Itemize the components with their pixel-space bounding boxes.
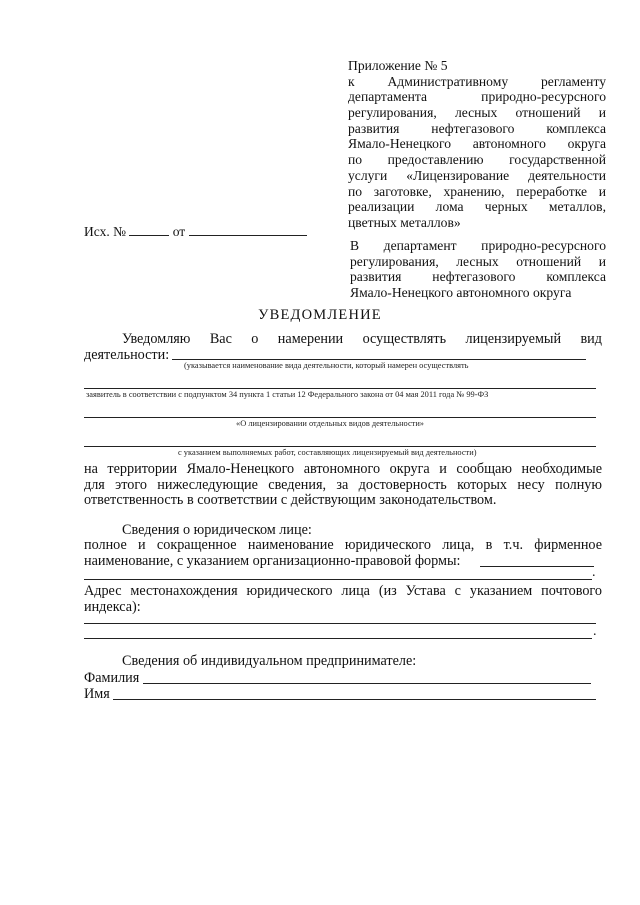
period: . — [593, 624, 597, 639]
surname-label: Фамилия — [84, 670, 140, 686]
header-line: реализации лома черных металлов, — [348, 199, 606, 215]
hint-text: заявитель в соответствии с подпунктом 34 пункта 1 статьи 12 Федерального закона от 04 мая 2011 года № 99-ФЗ — [86, 390, 489, 399]
legal-address-field-1[interactable] — [84, 623, 596, 624]
outgoing-number-field[interactable] — [129, 223, 169, 236]
legal-entity-line: наименование, с указанием организационно-правовой формы: — [84, 553, 461, 569]
intro-activity-label: деятельности: — [84, 347, 170, 363]
legal-address-line: Адрес местонахождения юридического лица (из Устава с указанием почтового — [84, 584, 602, 599]
legal-entity-line: полное и сокращенное наименование юридического лица, в т.ч. фирменное — [84, 538, 602, 553]
territory-line: на территории Ямало-Ненецкого автономного округа и сообщаю необходимые — [84, 462, 602, 477]
hint-text: (указывается наименование вида деятельности, который намерен осуществлять — [184, 361, 469, 370]
addressee-block — [350, 238, 606, 301]
activity-field-line-2[interactable] — [84, 388, 596, 389]
hint-text: с указанием выполняемых работ, составляющих лицензируемый вид деятельности) — [178, 448, 477, 457]
activity-field-line-3[interactable] — [84, 417, 596, 418]
addressee-line: развития нефтегазового комплекса — [350, 269, 606, 285]
header-line: услуги «Лицензирование деятельности — [348, 167, 606, 183]
outgoing-number-label: Исх. № — [84, 224, 126, 239]
addressee-line: регулирования, лесных отношений и — [350, 253, 606, 269]
header-line: регулирования, лесных отношений и — [348, 105, 606, 121]
intro-line: Уведомляю Вас о намерении осуществлять лицензируемый вид — [122, 332, 602, 347]
header-line: по предоставлению государственной — [348, 152, 606, 168]
activity-field-line-1[interactable] — [172, 359, 586, 360]
header-line: цветных металлов» — [348, 214, 461, 230]
name-field[interactable] — [113, 699, 596, 700]
document-title: УВЕДОМЛЕНИЕ — [258, 307, 382, 323]
outgoing-date-label: от — [172, 224, 186, 239]
activity-field-line-4[interactable] — [84, 446, 596, 447]
territory-paragraph — [84, 462, 602, 509]
territory-line: ответственность в соответствии с действующим законодательством. — [84, 493, 497, 509]
name-label: Имя — [84, 686, 110, 702]
header-line: Приложение № 5 — [348, 58, 448, 73]
header-line: к Административному регламенту — [348, 73, 606, 89]
legal-address-paragraph — [84, 584, 602, 615]
appendix-header — [348, 58, 606, 231]
addressee-line: Ямало-Ненецкого автономного округа — [350, 285, 572, 301]
outgoing-date-field[interactable] — [189, 223, 307, 236]
hint-text: «О лицензировании отдельных видов деятельности» — [236, 419, 424, 428]
legal-address-field-2[interactable] — [84, 638, 592, 639]
addressee-line: В департамент природно-ресурсного — [350, 238, 606, 253]
period: . — [592, 565, 596, 580]
surname-field[interactable] — [143, 683, 591, 684]
legal-entity-heading: Сведения о юридическом лице: — [122, 522, 312, 538]
legal-name-field[interactable] — [84, 579, 592, 580]
territory-line: для этого нижеследующие сведения, за достоверность которых несу полную — [84, 477, 602, 493]
individual-heading: Сведения об индивидуальном предпринимателе: — [122, 653, 417, 669]
legal-form-field[interactable] — [480, 566, 594, 567]
header-line: по заготовке, хранению, переработке и — [348, 183, 606, 199]
header-line: развития нефтегазового комплекса — [348, 120, 606, 136]
header-line: Ямало-Ненецкого автономного округа — [348, 136, 606, 152]
legal-entity-name-paragraph — [84, 538, 602, 569]
header-line: департамента природно-ресурсного — [348, 89, 606, 105]
legal-address-line: индекса): — [84, 599, 141, 615]
outgoing-number-row — [84, 223, 307, 240]
